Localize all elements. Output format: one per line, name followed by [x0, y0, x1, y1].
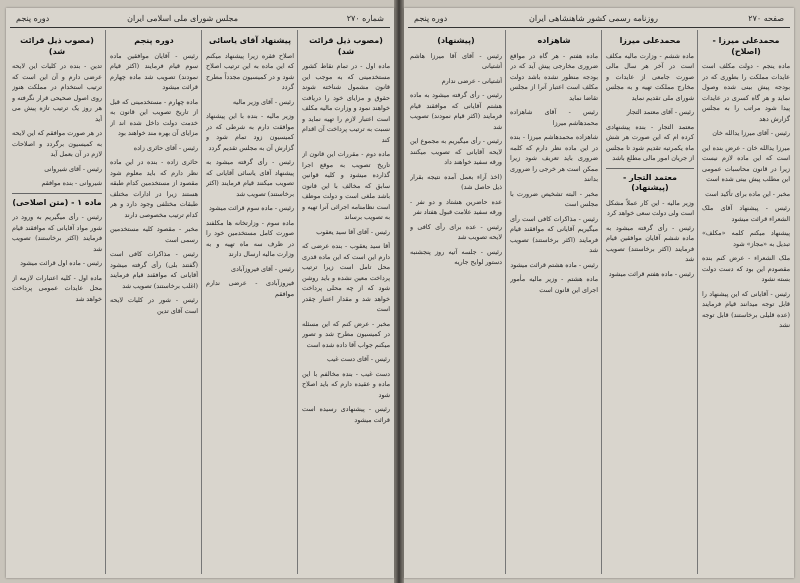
- paragraph: مخبر - مقصود کلیه مستخدمین رسمی است: [110, 225, 198, 244]
- text-column: [510, 32, 598, 572]
- paragraph: دست غیب - بنده مخالفم با این ماده و عقیده دارم که باید اصلاح شود: [302, 369, 390, 399]
- paragraph: رئیس - آقای فیروزآبادی: [230, 264, 294, 273]
- paragraph: رئیس - رأی گرفته میشود به پیشنهاد آقای یاسائی آقایانی که تصویب میکنند قیام فرمایند (اکثر برخاستند) تصویب شد: [206, 158, 294, 198]
- paragraph: ماده اول - کلیه اعتبارات لازمه از محل عایدات عمومی پرداخت خواهد شد: [12, 273, 102, 303]
- paragraph: معتمد التجار - بنده پیشنهادی کرده ام که این صورت هر شش ماه یکمرتبه تقدیم شود تا مجلس از جریان امور مالی مطلع باشد: [606, 122, 694, 162]
- section-divider: [606, 168, 694, 169]
- paragraph: تدین - بنده در کلیات این لایحه عرضی دارم و آن این است که ترتیب استخدام در مملکت هنوز روی اصول صحیحی قرار نگرفته و هر روز یک ترتیب تازه پیش می آید: [12, 62, 102, 123]
- paragraph: ماده دوم - مقررات این قانون از تاریخ تصویب به موقع اجرا گذارده میشود و کلیه قوانین سابق که مخالف با این قانون باشد ملغی است و دولت موظف است نظامنامه اجرائی آنرا تهیه و به تصویب برساند: [302, 150, 390, 221]
- paragraph: شیروانی - بنده موافقم: [41, 179, 102, 187]
- paragraph: رئیس - ماده هفتم قرائت میشود: [608, 269, 694, 278]
- section-heading: دوره پنجم: [134, 36, 174, 45]
- column-divider: [505, 30, 506, 574]
- paragraph: آشتیانی - عرضی ندارم: [441, 76, 502, 85]
- paragraph: میرزا یدالله خان - عرض بنده این است که این ماده لازم نیست زیرا در قانون محاسبات عمومی این مطلب پیش بینی شده است: [702, 143, 790, 183]
- header-rule: [408, 27, 790, 28]
- paragraph: رئیس - ماده سوم قرائت میشود: [208, 204, 294, 212]
- section-heading: (مصوب ذیل قرائت شد): [309, 36, 383, 56]
- section-heading: معتمد التجار - (پیشنهاد): [623, 172, 677, 192]
- paragraph: حائری زاده - بنده در این ماده نظر دارم که باید معلوم شود مقصود از مستخدمین کدام طبقه هستند زیرا در ادارات مختلف طبقات مختلفی وجود دارد و هر کدام ترتیب مخصوصی دارند: [110, 158, 198, 219]
- text-column: [12, 32, 102, 572]
- paragraph: رئیس - شور در کلیات لایحه است آقای تدین: [110, 296, 198, 315]
- text-column: [410, 32, 502, 572]
- paragraph: رئیس - آقای میرزا یدالله خان: [712, 129, 790, 137]
- paragraph: رئیس - آقای آقا میرزا هاشم آشتیانی: [410, 51, 502, 70]
- paragraph: رئیس - ماده اول قرائت میشود: [20, 259, 102, 267]
- left-page: [6, 8, 394, 578]
- paragraph: ماده هشتم - وزیر مالیه مأمور اجرای این قانون است: [510, 275, 598, 294]
- left-header-left-label: دوره پنجم: [16, 14, 50, 23]
- paragraph: فیروزآبادی - عرضی ندارم موافقم: [206, 279, 294, 298]
- section-heading: ماده ۱ - (متن اصلاحی): [12, 197, 102, 207]
- text-column: [702, 32, 790, 572]
- right-header-right-label: صفحه ۲۷۰: [748, 14, 784, 23]
- paragraph: رئیس - آقای شاهزاده محمدهاشم میرزا: [510, 108, 598, 127]
- paragraph: مخبر - البته تشخیص ضرورت با مجلس است: [510, 189, 598, 208]
- paragraph: عده حاضرین هشتاد و دو نفر - ورقه سفید علامت قبول هفتاد نفر: [410, 197, 502, 216]
- paragraph: رئیس - عده برای رأی کافی و لایحه تصویب شد: [410, 222, 502, 241]
- section-heading: محمدعلی میرزا - (اصلاح): [712, 36, 780, 56]
- column-divider: [201, 30, 202, 574]
- paragraph: اصلاح فقره زیرا پیشنهاد میکنم که این ماده به این ترتیب اصلاح شود و در کمیسیون مجدداً مطرح گردد: [206, 51, 294, 91]
- paragraph: ماده هفتم - هر گاه در مواقع ضروری مخارجی پیش آید که در بودجه منظور نشده باشد دولت مکلف است اعتبار آنرا از مجلس تقاضا نماید: [510, 51, 598, 102]
- paragraph: رئیس - جلسه آتیه روز پنجشنبه دستور لوایح جاریه: [410, 247, 502, 266]
- paragraph: مخبر - این ماده برای تأکید است: [705, 189, 790, 198]
- paragraph: رئیس - آقای شیروانی: [44, 164, 102, 173]
- paragraph: ملک الشعراء - عرض کنم بنده مقصودم این بود که دست دولت بسته نشود: [702, 254, 790, 283]
- paragraph: رئیس - پیشنهاد آقای ملک الشعراء قرائت میشود: [702, 204, 790, 223]
- paragraph: رئیس - مذاکرات کافی است (گفتند بلی) رأی گرفته میشود آقایانی که موافقند قیام فرمایند (اغلب برخاستند) تصویب شد: [110, 250, 198, 290]
- paragraph: رئیس - آقای آقا سید یعقوب: [316, 227, 390, 236]
- left-header-right-label: شماره ۲۷۰: [346, 14, 384, 23]
- header-rule: [10, 27, 390, 28]
- paragraph: وزیر مالیه - بنده با این پیشنهاد موافقت دارم به شرطی که در کمیسیون زود تمام شود و گزارش آن به مجلس تقدیم گردد: [206, 112, 294, 152]
- section-heading: محمدعلی میرزا: [619, 36, 681, 45]
- paragraph: در هر صورت موافقم که این لایحه به کمیسیون برگردد و اصلاحات لازم در آن بعمل آید: [12, 129, 102, 158]
- text-column: [110, 32, 198, 572]
- right-header-left-label: دوره پنجم: [414, 14, 448, 23]
- paragraph: رئیس - آقای دست غیب: [326, 355, 390, 363]
- paragraph: رئیس - آقایانی که این پیشنهاد را قابل توجه میدانند قیام فرمایند (عده قلیلی برخاستند) قابل توجه نشد: [702, 289, 790, 329]
- paragraph: ماده ینجم - دولت مکلف است عایدات مملکت را بطوری که در بودجه پیش بینی شده وصول نماید و هر گاه کسری در عایدات پیدا شود مراتب را به مجلس گزارش دهد: [702, 62, 790, 123]
- paragraph: رئیس - مذاکرات کافی است رأی میگیریم آقایانی که موافقند قیام فرمایند (اکثر برخاستند) تصویب شد: [510, 214, 598, 254]
- paragraph: ماده ششم - وزارت مالیه مکلف است در آخر هر سال مالی صورت جامعی از عایدات و مخارج مملکت تهیه و به مجلس شورای ملی تقدیم نماید: [606, 51, 694, 102]
- paragraph: آقا سید یعقوب - بنده عرضی که دارم این است که این ماده قدری محل تامل است زیرا ترتیب پرداخت معین نشده و باید روشن شود که از چه محلی پرداخت خواهد شد و مقدار اعتبار چقدر است: [302, 242, 390, 313]
- paragraph: رئیس - رأی گرفته میشود به ماده ششم آقایان موافقین قیام فرمایند (اکثر برخاستند) تصویب شد: [606, 223, 694, 263]
- section-heading: (مصوب ذیل قرائت شد): [20, 36, 94, 56]
- column-divider: [697, 30, 698, 574]
- paragraph: رئیس - رأی گرفته میشود به ماده هشتم آقایانی که موافقند قیام فرمایند (اکثر قیام نمودند) تصویب شد: [410, 91, 502, 131]
- section-heading: (پیشنهاد): [437, 36, 475, 45]
- paragraph: پیشنهاد میکنم کلمه «مکلف» تبدیل به «مجاز» شود: [702, 229, 790, 248]
- text-column: [606, 32, 694, 572]
- paragraph: رئیس - رأی میگیریم به مجموع این لایحه آقایانی که تصویب میکنند ورقه سفید خواهند داد: [410, 137, 502, 166]
- paragraph: رئیس - آقای حائری زاده: [133, 143, 198, 152]
- right-page: [404, 8, 794, 578]
- section-heading: شاهزاده: [537, 36, 571, 45]
- paragraph: وزیر مالیه - این کار عملاً مشکل است ولی دولت سعی خواهد کرد: [606, 198, 694, 217]
- paragraph: رئیس - رأی میگیریم به ورود در شور مواد آقایانی که موافقند قیام فرمایند (اکثر برخاستند) تصویب شد: [12, 213, 102, 253]
- column-divider: [105, 30, 106, 574]
- paragraph: ماده سوم - وزارتخانه ها مکلفند صورت کامل مستخدمین خود را در ظرف سه ماه تهیه و به وزارت مالیه ارسال دارند: [206, 218, 294, 258]
- paragraph: ماده اول - در تمام نقاط کشور مستخدمینی که به موجب این قانون مشمول شناخته شوند حقوق و مزایای خود را دریافت خواهند نمود و وزارت مالیه مکلف است اعتبار لازم را تهیه نماید و نسبت به ترتیب پرداخت آن اقدام کند: [302, 62, 390, 144]
- right-page-header: [410, 12, 788, 26]
- right-header-title: روزنامه رسمی کشور شاهنشاهی ایران: [529, 14, 658, 23]
- paragraph: رئیس - ماده هشتم قرائت میشود: [510, 260, 598, 269]
- section-heading: پیشنهاد آقای یاسائی: [209, 36, 291, 45]
- book-gutter: [394, 0, 404, 583]
- paragraph: ماده چهارم - مستخدمینی که قبل از تاریخ تصویب این قانون به خدمت دولت داخل شده اند از مزایای آن بهره مند خواهند بود: [110, 97, 198, 137]
- column-divider: [297, 30, 298, 574]
- left-page-header: [12, 12, 388, 26]
- paragraph: (اخذ آراء بعمل آمده نتیجه بقرار ذیل حاصل شد): [410, 172, 502, 191]
- column-divider: [601, 30, 602, 574]
- text-column: [206, 32, 294, 572]
- paragraph: شاهزاده محمدهاشم میرزا - بنده در این ماده نظر دارم که کلمه ضروری باید تعریف شود زیرا ممکن است هر خرجی را ضروری بدانند: [510, 133, 598, 183]
- paragraph: مخبر - عرض کنم که این مسئله در کمیسیون مطرح شد و تصور میکنم جواب آقا داده شده است: [302, 319, 390, 349]
- left-header-title: مجلس شورای ملی اسلامی ایران: [127, 14, 238, 23]
- section-divider: [12, 193, 102, 194]
- paragraph: رئیس - پیشنهادی رسیده است قرائت میشود: [302, 405, 390, 424]
- paragraph: رئیس - آقای معتمد التجار: [626, 108, 694, 116]
- paragraph: رئیس - آقایان موافقین ماده سوم قیام فرمایند (اکثر قیام نمودند) تصویب شد ماده چهارم قرائت میشود: [110, 51, 198, 91]
- text-column: [302, 32, 390, 572]
- paragraph: رئیس - آقای وزیر مالیه: [232, 97, 294, 106]
